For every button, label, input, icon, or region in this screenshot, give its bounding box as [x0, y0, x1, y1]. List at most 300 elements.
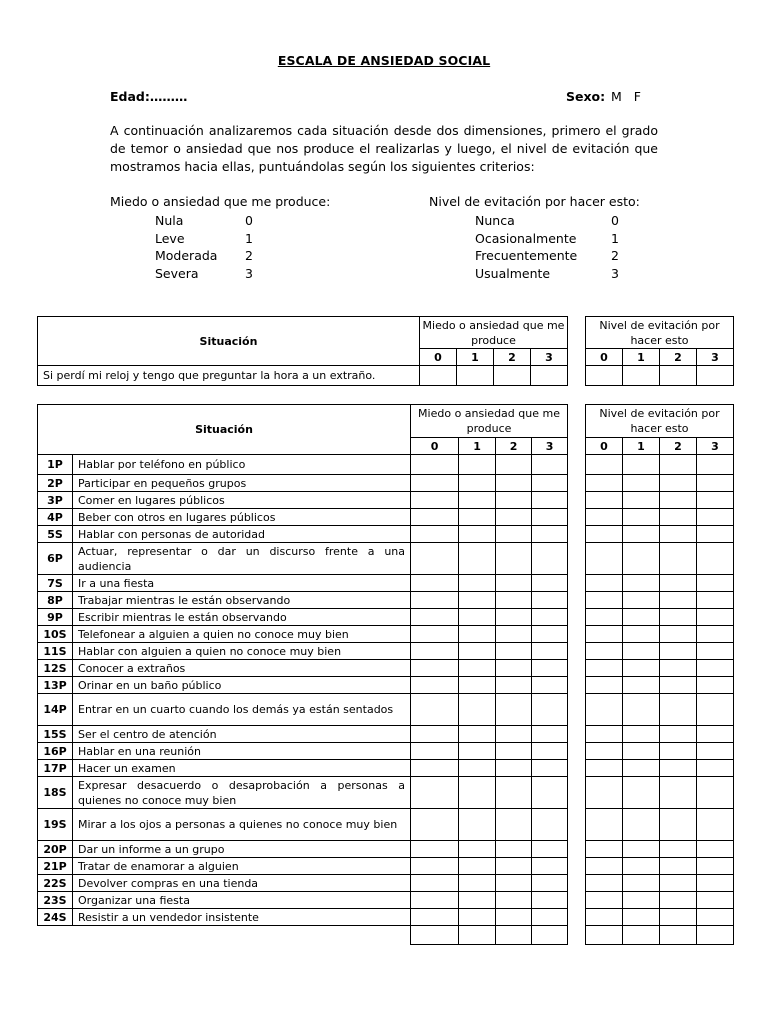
table-row: [38, 760, 568, 777]
fear-level-value: 1: [245, 230, 253, 246]
fear-score-cell[interactable]: [496, 677, 532, 694]
avoid-score-cell[interactable]: [586, 909, 623, 926]
table-row: [38, 609, 568, 626]
avoid-score-cell[interactable]: [660, 777, 697, 809]
fear-score-cell[interactable]: [532, 875, 568, 892]
example-situation-table: [37, 316, 568, 386]
item-code: 1P: [38, 455, 73, 475]
fear-score-cell[interactable]: [411, 777, 459, 809]
item-code: 4P: [38, 509, 73, 526]
fear-score-cell[interactable]: [496, 526, 532, 543]
avoid-score-cell[interactable]: [697, 677, 734, 694]
fear-score-cell[interactable]: [459, 626, 496, 643]
fear-score-cell[interactable]: [532, 926, 568, 945]
table-row: [586, 609, 734, 626]
avoid-score-cell[interactable]: [697, 492, 734, 509]
fear-score-cell[interactable]: [459, 909, 496, 926]
avoid-score-cell[interactable]: [660, 626, 697, 643]
fear-score-cell[interactable]: [496, 626, 532, 643]
avoid-score-cell[interactable]: [586, 760, 623, 777]
fear-score-cell[interactable]: [532, 909, 568, 926]
avoid-level-label: Frecuentemente: [475, 248, 578, 263]
avoid-score-cell[interactable]: [586, 575, 623, 592]
situation-text: Expresar desacuerdo o desaprobación a personas a quienes no conoce muy bien: [73, 777, 411, 809]
avoid-score-cell[interactable]: [660, 492, 697, 509]
score-header: 0: [586, 438, 623, 455]
avoid-score-cell[interactable]: [623, 841, 660, 858]
avoid-score-cell[interactable]: [697, 626, 734, 643]
empty-cell: [38, 926, 411, 945]
avoid-score-cell[interactable]: [660, 609, 697, 626]
table-row: [38, 809, 568, 841]
fear-score-cell[interactable]: [496, 858, 532, 875]
avoid-score-cell[interactable]: [660, 760, 697, 777]
avoid-score-cell[interactable]: [697, 643, 734, 660]
fear-score-cell[interactable]: [532, 694, 568, 726]
fear-score-cell[interactable]: [496, 809, 532, 841]
item-code: 11S: [38, 643, 73, 660]
avoid-score-cell[interactable]: [586, 509, 623, 526]
avoid-score-cell[interactable]: [623, 526, 660, 543]
avoid-score-cell[interactable]: [660, 841, 697, 858]
fear-score-cell[interactable]: [532, 492, 568, 509]
fear-score-cell[interactable]: [411, 809, 459, 841]
fear-score-cell[interactable]: [459, 809, 496, 841]
fear-score-cell[interactable]: [496, 777, 532, 809]
avoid-score-cell[interactable]: [586, 926, 623, 945]
avoid-score-cell[interactable]: [697, 455, 734, 475]
fear-score-cell[interactable]: [411, 475, 459, 492]
fear-score-cell[interactable]: [459, 892, 496, 909]
fear-score-cell[interactable]: [532, 777, 568, 809]
criteria-row: [0, 265, 768, 283]
fear-score-cell[interactable]: [411, 760, 459, 777]
avoid-scale-title: Nivel de evitación por hacer esto:: [429, 194, 640, 209]
table-row: [586, 492, 734, 509]
avoid-score-cell[interactable]: [586, 875, 623, 892]
item-code: 16P: [38, 743, 73, 760]
fear-score-cell[interactable]: [532, 809, 568, 841]
score-cell[interactable]: [586, 366, 623, 386]
fear-score-cell[interactable]: [459, 858, 496, 875]
fear-score-cell[interactable]: [496, 509, 532, 526]
situation-text: Participar en pequeños grupos: [73, 475, 411, 492]
fear-score-cell[interactable]: [459, 609, 496, 626]
avoid-score-cell[interactable]: [623, 760, 660, 777]
avoid-score-cell[interactable]: [623, 509, 660, 526]
avoid-score-cell[interactable]: [697, 777, 734, 809]
fear-score-cell[interactable]: [532, 841, 568, 858]
table-row: [586, 777, 734, 809]
avoid-score-cell[interactable]: [697, 660, 734, 677]
fear-score-cell[interactable]: [459, 475, 496, 492]
fear-score-cell[interactable]: [496, 609, 532, 626]
fear-score-cell[interactable]: [496, 841, 532, 858]
item-code: 19S: [38, 809, 73, 841]
fear-score-cell[interactable]: [459, 760, 496, 777]
item-code: 21P: [38, 858, 73, 875]
table-row: [38, 858, 568, 875]
avoid-score-cell[interactable]: [660, 455, 697, 475]
avoid-score-cell[interactable]: [586, 726, 623, 743]
avoid-level-label: Nunca: [475, 213, 515, 228]
situation-text: Hablar en una reunión: [73, 743, 411, 760]
avoid-level-label: Ocasionalmente: [475, 230, 577, 246]
fear-score-cell[interactable]: [496, 743, 532, 760]
fear-score-cell[interactable]: [411, 892, 459, 909]
avoid-score-cell[interactable]: [623, 455, 660, 475]
score-header: 2: [494, 349, 531, 366]
table-row: [586, 926, 734, 945]
avoid-score-cell[interactable]: [697, 509, 734, 526]
avoid-score-cell[interactable]: [660, 809, 697, 841]
avoid-score-cell[interactable]: [623, 875, 660, 892]
fear-score-cell[interactable]: [411, 543, 459, 575]
item-code: 24S: [38, 909, 73, 926]
score-cell[interactable]: [623, 366, 660, 386]
fear-score-cell[interactable]: [411, 492, 459, 509]
avoid-score-cell[interactable]: [623, 660, 660, 677]
avoid-score-cell[interactable]: [697, 809, 734, 841]
avoid-score-cell[interactable]: [586, 455, 623, 475]
avoid-score-cell[interactable]: [623, 543, 660, 575]
avoid-score-cell[interactable]: [697, 743, 734, 760]
table-row: [586, 743, 734, 760]
fear-score-cell[interactable]: [411, 841, 459, 858]
avoid-score-cell[interactable]: [697, 526, 734, 543]
avoid-score-cell[interactable]: [586, 526, 623, 543]
avoid-score-cell[interactable]: [623, 909, 660, 926]
fear-score-cell[interactable]: [496, 760, 532, 777]
avoid-score-cell[interactable]: [586, 492, 623, 509]
score-header: 0: [420, 349, 457, 366]
avoid-score-cell[interactable]: [623, 677, 660, 694]
avoid-score-cell[interactable]: [623, 575, 660, 592]
fear-score-cell[interactable]: [532, 543, 568, 575]
fear-score-cell[interactable]: [532, 743, 568, 760]
item-code: 3P: [38, 492, 73, 509]
table-row: [586, 592, 734, 609]
avoid-score-cell[interactable]: [697, 841, 734, 858]
avoid-score-cell[interactable]: [586, 660, 623, 677]
situation-header: Situación: [38, 317, 420, 366]
fear-score-cell[interactable]: [459, 455, 496, 475]
item-code: 5S: [38, 526, 73, 543]
table-row: [38, 475, 568, 492]
score-header: 3: [697, 438, 734, 455]
fear-score-cell[interactable]: [411, 526, 459, 543]
avoid-score-cell[interactable]: [660, 743, 697, 760]
fear-score-cell[interactable]: [496, 892, 532, 909]
avoid-score-cell[interactable]: [586, 626, 623, 643]
fear-score-cell[interactable]: [411, 509, 459, 526]
fear-score-cell[interactable]: [459, 543, 496, 575]
avoid-score-cell[interactable]: [586, 841, 623, 858]
fear-score-cell[interactable]: [411, 575, 459, 592]
fear-score-cell[interactable]: [532, 726, 568, 743]
score-header: 1: [623, 349, 660, 366]
situation-text: Ir a una fiesta: [73, 575, 411, 592]
table-row: [38, 592, 568, 609]
avoid-score-cell[interactable]: [623, 892, 660, 909]
avoid-score-cell[interactable]: [660, 475, 697, 492]
score-header: 3: [697, 349, 734, 366]
avoid-score-cell[interactable]: [660, 643, 697, 660]
avoid-score-cell[interactable]: [623, 926, 660, 945]
fear-score-cell[interactable]: [532, 660, 568, 677]
avoid-score-cell[interactable]: [586, 858, 623, 875]
fear-score-cell[interactable]: [459, 694, 496, 726]
score-cell[interactable]: [660, 366, 697, 386]
avoid-score-cell[interactable]: [586, 643, 623, 660]
avoid-score-cell[interactable]: [697, 475, 734, 492]
fear-score-cell[interactable]: [496, 592, 532, 609]
avoid-score-cell[interactable]: [697, 609, 734, 626]
score-cell[interactable]: [494, 366, 531, 386]
fear-score-cell[interactable]: [459, 875, 496, 892]
fear-score-cell[interactable]: [532, 626, 568, 643]
table-row: [586, 575, 734, 592]
avoid-score-cell[interactable]: [623, 609, 660, 626]
avoid-score-cell[interactable]: [697, 592, 734, 609]
fear-score-cell[interactable]: [459, 841, 496, 858]
avoid-score-cell[interactable]: [586, 592, 623, 609]
table-row: [586, 455, 734, 475]
score-header: 1: [459, 438, 496, 455]
avoid-score-cell[interactable]: [697, 892, 734, 909]
avoid-score-cell[interactable]: [660, 858, 697, 875]
fear-score-cell[interactable]: [496, 455, 532, 475]
avoid-score-cell[interactable]: [586, 809, 623, 841]
avoid-level-label: Usualmente: [475, 265, 551, 281]
avoid-score-cell[interactable]: [660, 509, 697, 526]
situation-text: Ser el centro de atención: [73, 726, 411, 743]
avoid-score-cell[interactable]: [660, 892, 697, 909]
table-row: [586, 677, 734, 694]
avoid-score-cell[interactable]: [660, 694, 697, 726]
situations-fear-table: [37, 404, 568, 945]
fear-score-cell[interactable]: [411, 455, 459, 475]
fear-level-value: 2: [245, 248, 253, 263]
avoid-score-cell[interactable]: [660, 726, 697, 743]
avoid-score-cell[interactable]: [623, 626, 660, 643]
item-code: 18S: [38, 777, 73, 809]
item-code: 9P: [38, 609, 73, 626]
avoid-score-cell[interactable]: [697, 858, 734, 875]
fear-score-cell[interactable]: [411, 726, 459, 743]
situation-header: Situación: [38, 405, 411, 455]
fear-score-cell[interactable]: [532, 455, 568, 475]
avoid-score-cell[interactable]: [697, 875, 734, 892]
situation-text: Beber con otros en lugares públicos: [73, 509, 411, 526]
fear-level-label: Severa: [155, 265, 199, 281]
avoid-score-cell[interactable]: [586, 609, 623, 626]
item-code: 12S: [38, 660, 73, 677]
fear-score-cell[interactable]: [532, 609, 568, 626]
score-cell[interactable]: [531, 366, 568, 386]
table-row: [586, 526, 734, 543]
fear-score-cell[interactable]: [411, 643, 459, 660]
table-row: [38, 626, 568, 643]
avoid-score-cell[interactable]: [660, 677, 697, 694]
fear-score-cell[interactable]: [532, 760, 568, 777]
fear-score-cell[interactable]: [496, 875, 532, 892]
criteria-row: [0, 247, 768, 265]
fear-score-cell[interactable]: [496, 475, 532, 492]
avoid-score-cell[interactable]: [623, 858, 660, 875]
avoid-score-cell[interactable]: [586, 694, 623, 726]
avoid-score-cell[interactable]: [623, 592, 660, 609]
avoid-score-cell[interactable]: [660, 575, 697, 592]
avoid-score-cell[interactable]: [586, 677, 623, 694]
avoid-score-cell[interactable]: [697, 694, 734, 726]
avoid-score-cell[interactable]: [623, 643, 660, 660]
fear-score-cell[interactable]: [459, 492, 496, 509]
situation-text: Hablar por teléfono en público: [73, 455, 411, 475]
fear-score-cell[interactable]: [496, 643, 532, 660]
fear-score-cell[interactable]: [411, 626, 459, 643]
fear-score-cell[interactable]: [459, 926, 496, 945]
table-row: [38, 643, 568, 660]
score-cell[interactable]: [420, 366, 457, 386]
fear-score-cell[interactable]: [459, 575, 496, 592]
avoid-score-cell[interactable]: [697, 909, 734, 926]
situation-text: Hacer un examen: [73, 760, 411, 777]
avoid-score-cell[interactable]: [586, 475, 623, 492]
fear-level-label: Moderada: [155, 248, 218, 263]
fear-score-cell[interactable]: [459, 677, 496, 694]
score-cell[interactable]: [457, 366, 494, 386]
avoid-score-cell[interactable]: [697, 926, 734, 945]
fear-score-cell[interactable]: [496, 909, 532, 926]
item-code: 15S: [38, 726, 73, 743]
avoid-score-cell[interactable]: [697, 543, 734, 575]
avoid-score-cell[interactable]: [623, 475, 660, 492]
fear-score-cell[interactable]: [459, 743, 496, 760]
fear-score-cell[interactable]: [532, 677, 568, 694]
situation-text: Actuar, representar o dar un discurso frente a una audiencia: [73, 543, 411, 575]
avoid-score-cell[interactable]: [660, 660, 697, 677]
situation-text: Tratar de enamorar a alguien: [73, 858, 411, 875]
fear-score-cell[interactable]: [532, 575, 568, 592]
fear-score-cell[interactable]: [459, 726, 496, 743]
avoid-score-cell[interactable]: [697, 575, 734, 592]
score-header: 3: [532, 438, 568, 455]
fear-score-cell[interactable]: [532, 592, 568, 609]
criteria-row: [0, 212, 768, 230]
situation-text: Telefonear a alguien a quien no conoce muy bien: [73, 626, 411, 643]
table-row: [38, 455, 568, 475]
fear-score-cell[interactable]: [496, 543, 532, 575]
fear-level-label: Leve: [155, 230, 185, 246]
item-code: 13P: [38, 677, 73, 694]
avoid-score-cell[interactable]: [623, 743, 660, 760]
avoid-score-cell[interactable]: [623, 492, 660, 509]
fear-score-cell[interactable]: [459, 592, 496, 609]
fear-score-cell[interactable]: [532, 509, 568, 526]
avoid-score-cell[interactable]: [660, 909, 697, 926]
fear-score-cell[interactable]: [532, 892, 568, 909]
fear-score-cell[interactable]: [532, 643, 568, 660]
situation-text: Dar un informe a un grupo: [73, 841, 411, 858]
avoid-score-cell[interactable]: [586, 743, 623, 760]
avoid-score-cell[interactable]: [660, 526, 697, 543]
fear-score-cell[interactable]: [496, 726, 532, 743]
table-row: [586, 809, 734, 841]
fear-score-cell[interactable]: [411, 609, 459, 626]
avoid-score-cell[interactable]: [586, 777, 623, 809]
situation-text: Orinar en un baño público: [73, 677, 411, 694]
avoid-score-cell[interactable]: [623, 726, 660, 743]
avoid-score-cell[interactable]: [623, 777, 660, 809]
fear-score-cell[interactable]: [411, 660, 459, 677]
fear-score-cell[interactable]: [411, 592, 459, 609]
fear-score-cell[interactable]: [496, 575, 532, 592]
fear-score-cell[interactable]: [532, 475, 568, 492]
fear-level-value: 3: [245, 265, 253, 281]
fear-score-cell[interactable]: [411, 926, 459, 945]
fear-score-cell[interactable]: [496, 492, 532, 509]
situation-text: Escribir mientras le están observando: [73, 609, 411, 626]
fear-score-cell[interactable]: [496, 694, 532, 726]
table-row: [586, 841, 734, 858]
fear-score-cell[interactable]: [411, 858, 459, 875]
fear-score-cell[interactable]: [411, 677, 459, 694]
avoid-score-cell[interactable]: [623, 809, 660, 841]
avoid-score-cell[interactable]: [660, 543, 697, 575]
fear-header: Miedo o ansiedad que me produce: [420, 317, 568, 349]
edad-field[interactable]: Edad:………: [110, 89, 188, 104]
fear-score-cell[interactable]: [411, 909, 459, 926]
score-header: 1: [623, 438, 660, 455]
table-row: [586, 726, 734, 743]
fear-score-cell[interactable]: [496, 926, 532, 945]
item-code: 10S: [38, 626, 73, 643]
avoid-score-cell[interactable]: [586, 543, 623, 575]
avoid-score-cell[interactable]: [623, 694, 660, 726]
fear-score-cell[interactable]: [459, 777, 496, 809]
table-row: [586, 875, 734, 892]
table-row: [586, 892, 734, 909]
situations-avoidance-table: [585, 404, 734, 945]
score-header: 3: [531, 349, 568, 366]
avoid-score-cell[interactable]: [586, 892, 623, 909]
fear-score-cell[interactable]: [459, 509, 496, 526]
avoid-score-cell[interactable]: [697, 760, 734, 777]
fear-header: Miedo o ansiedad que me produce: [411, 405, 568, 438]
avoid-score-cell[interactable]: [697, 726, 734, 743]
sexo-options[interactable]: M F: [611, 89, 641, 104]
table-row: [586, 475, 734, 492]
score-header: 2: [660, 349, 697, 366]
fear-score-cell[interactable]: [411, 694, 459, 726]
score-cell[interactable]: [697, 366, 734, 386]
table-row: [586, 909, 734, 926]
fear-score-cell[interactable]: [532, 858, 568, 875]
table-row: [586, 543, 734, 575]
fear-score-cell[interactable]: [459, 660, 496, 677]
fear-score-cell[interactable]: [459, 526, 496, 543]
situation-text: Hablar con alguien a quien no conoce muy bien: [73, 643, 411, 660]
fear-score-cell[interactable]: [459, 643, 496, 660]
fear-score-cell[interactable]: [532, 526, 568, 543]
avoid-score-cell[interactable]: [660, 875, 697, 892]
fear-score-cell[interactable]: [496, 660, 532, 677]
fear-score-cell[interactable]: [411, 875, 459, 892]
fear-score-cell[interactable]: [411, 743, 459, 760]
avoid-score-cell[interactable]: [660, 592, 697, 609]
avoid-score-cell[interactable]: [660, 926, 697, 945]
